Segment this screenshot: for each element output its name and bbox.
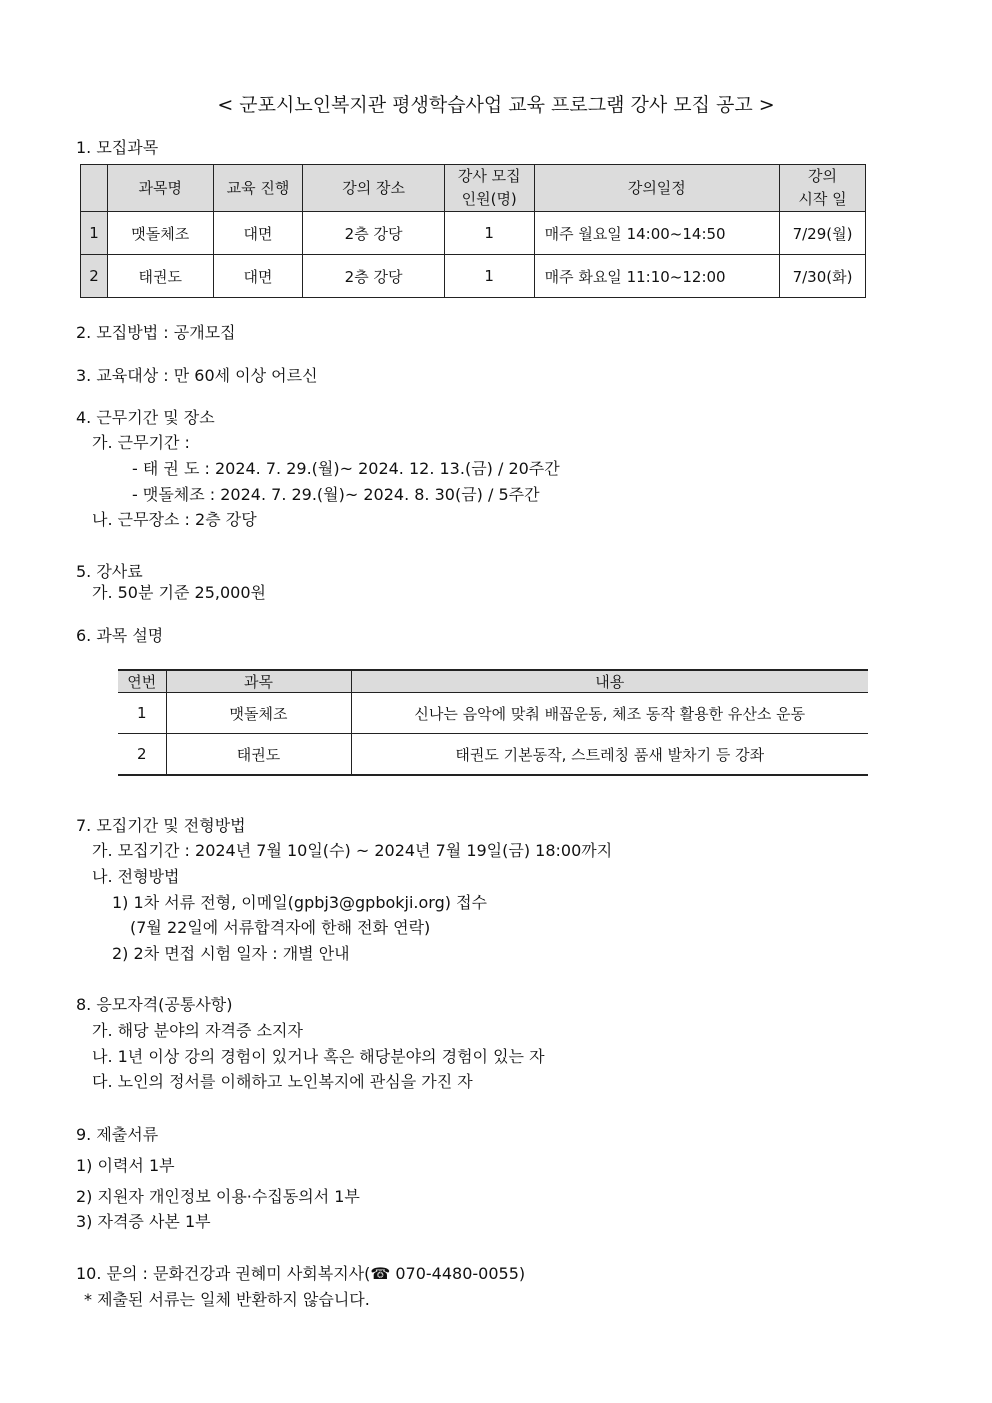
section-4-heading: 4. 근무기간 및 장소 (76, 408, 215, 427)
row-schedule: 매주 월요일 14:00~14:50 (534, 212, 779, 255)
section-8-na: 나. 1년 이상 강의 경험이 있거나 혹은 해당분야의 경험이 있는 자 (92, 1047, 545, 1066)
row-subject: 태권도 (166, 734, 351, 776)
recruitment-subjects-table (80, 164, 866, 298)
row-subject: 태권도 (107, 255, 213, 298)
row-place: 2층 강당 (303, 255, 445, 298)
table-row (118, 734, 868, 776)
section-7-item1-note: (7월 22일에 서류합격자에 한해 전화 연락) (130, 918, 431, 937)
row-subject: 맷돌체조 (107, 212, 213, 255)
row-start: 7/29(월) (780, 212, 866, 255)
header-start-line2: 시작 일 (798, 190, 847, 208)
section-2: 2. 모집방법 : 공개모집 (76, 323, 236, 342)
row-schedule: 매주 화요일 11:10~12:00 (534, 255, 779, 298)
row-no: 1 (81, 212, 108, 255)
contact-line: 10. 문의 : 문화건강과 권혜미 사회복지사(☎ 070-4480-0055) (76, 1264, 526, 1283)
section-7-item2: 2) 2차 면접 시험 일자 : 개별 안내 (112, 944, 350, 963)
section-8-heading: 8. 응모자격(공통사항) (76, 995, 233, 1014)
notice-line: * 제출된 서류는 일체 반환하지 않습니다. (84, 1290, 370, 1309)
section-9-item1: 1) 이력서 1부 (76, 1156, 175, 1175)
section-4-item1: - 태 권 도 : 2024. 7. 29.(월)~ 2024. 12. 13.(금) / 20주간 (132, 459, 560, 478)
row-no: 2 (81, 255, 108, 298)
section-9-item2: 2) 지원자 개인정보 이용·수집동의서 1부 (76, 1187, 360, 1206)
row-count: 1 (444, 212, 534, 255)
section-7-na: 나. 전형방법 (92, 867, 180, 886)
section-8-ga: 가. 해당 분야의 자격증 소지자 (92, 1021, 303, 1040)
section-3: 3. 교육대상 : 만 60세 이상 어르신 (76, 366, 318, 385)
table-header-row (81, 165, 866, 212)
section-5-ga: 가. 50분 기준 25,000원 (92, 583, 266, 602)
section-7-item1: 1) 1차 서류 전형, 이메일(gpbj3@gpbokji.org) 접수 (112, 893, 487, 912)
header-schedule: 강의일정 (534, 165, 779, 212)
section-5-heading: 5. 강사료 (76, 562, 143, 581)
row-no: 2 (118, 734, 166, 776)
section-7-ga: 가. 모집기간 : 2024년 7월 10일(수) ~ 2024년 7월 19일(금) 18:00까지 (92, 841, 613, 860)
section-1-heading: 1. 모집과목 (76, 138, 159, 157)
page-title: < 군포시노인복지관 평생학습사업 교육 프로그램 강사 모집 공고 > (217, 94, 775, 116)
section-7-heading: 7. 모집기간 및 전형방법 (76, 816, 246, 835)
table-row (118, 693, 868, 734)
subject-description-table (118, 669, 868, 776)
header-subject: 과목 (166, 670, 351, 693)
header-content: 내용 (351, 670, 868, 693)
header-no: 연번 (118, 670, 166, 693)
row-start: 7/30(화) (780, 255, 866, 298)
header-mode: 교육 진행 (213, 165, 303, 212)
header-count (444, 165, 534, 212)
header-subject: 과목명 (107, 165, 213, 212)
section-4-item2: - 맷돌체조 : 2024. 7. 29.(월)~ 2024. 8. 30(금) / 5주간 (132, 485, 540, 504)
section-6-heading: 6. 과목 설명 (76, 626, 164, 645)
row-content: 신나는 음악에 맞춰 배꼽운동, 체조 동작 활용한 유산소 운동 (351, 693, 868, 734)
section-4-na: 나. 근무장소 : 2층 강당 (92, 510, 257, 529)
row-mode: 대면 (213, 212, 303, 255)
row-mode: 대면 (213, 255, 303, 298)
header-place: 강의 장소 (303, 165, 445, 212)
header-start-line1: 강의 (808, 167, 838, 185)
section-9-heading: 9. 제출서류 (76, 1125, 159, 1144)
header-start (780, 165, 866, 212)
row-place: 2층 강당 (303, 212, 445, 255)
table-row (81, 255, 866, 298)
row-content: 태권도 기본동작, 스트레칭 품새 발차기 등 강좌 (351, 734, 868, 776)
header-count-line2: 인원(명) (461, 190, 517, 208)
section-8-da: 다. 노인의 정서를 이해하고 노인복지에 관심을 가진 자 (92, 1072, 473, 1091)
row-no: 1 (118, 693, 166, 734)
section-9-item3: 3) 자격증 사본 1부 (76, 1212, 211, 1231)
row-subject: 맷돌체조 (166, 693, 351, 734)
header-count-line1: 강사 모집 (457, 167, 521, 185)
table-row (81, 212, 866, 255)
header-no (81, 165, 108, 212)
row-count: 1 (444, 255, 534, 298)
section-4-ga: 가. 근무기간 : (92, 433, 190, 452)
table-header-row (118, 670, 868, 693)
